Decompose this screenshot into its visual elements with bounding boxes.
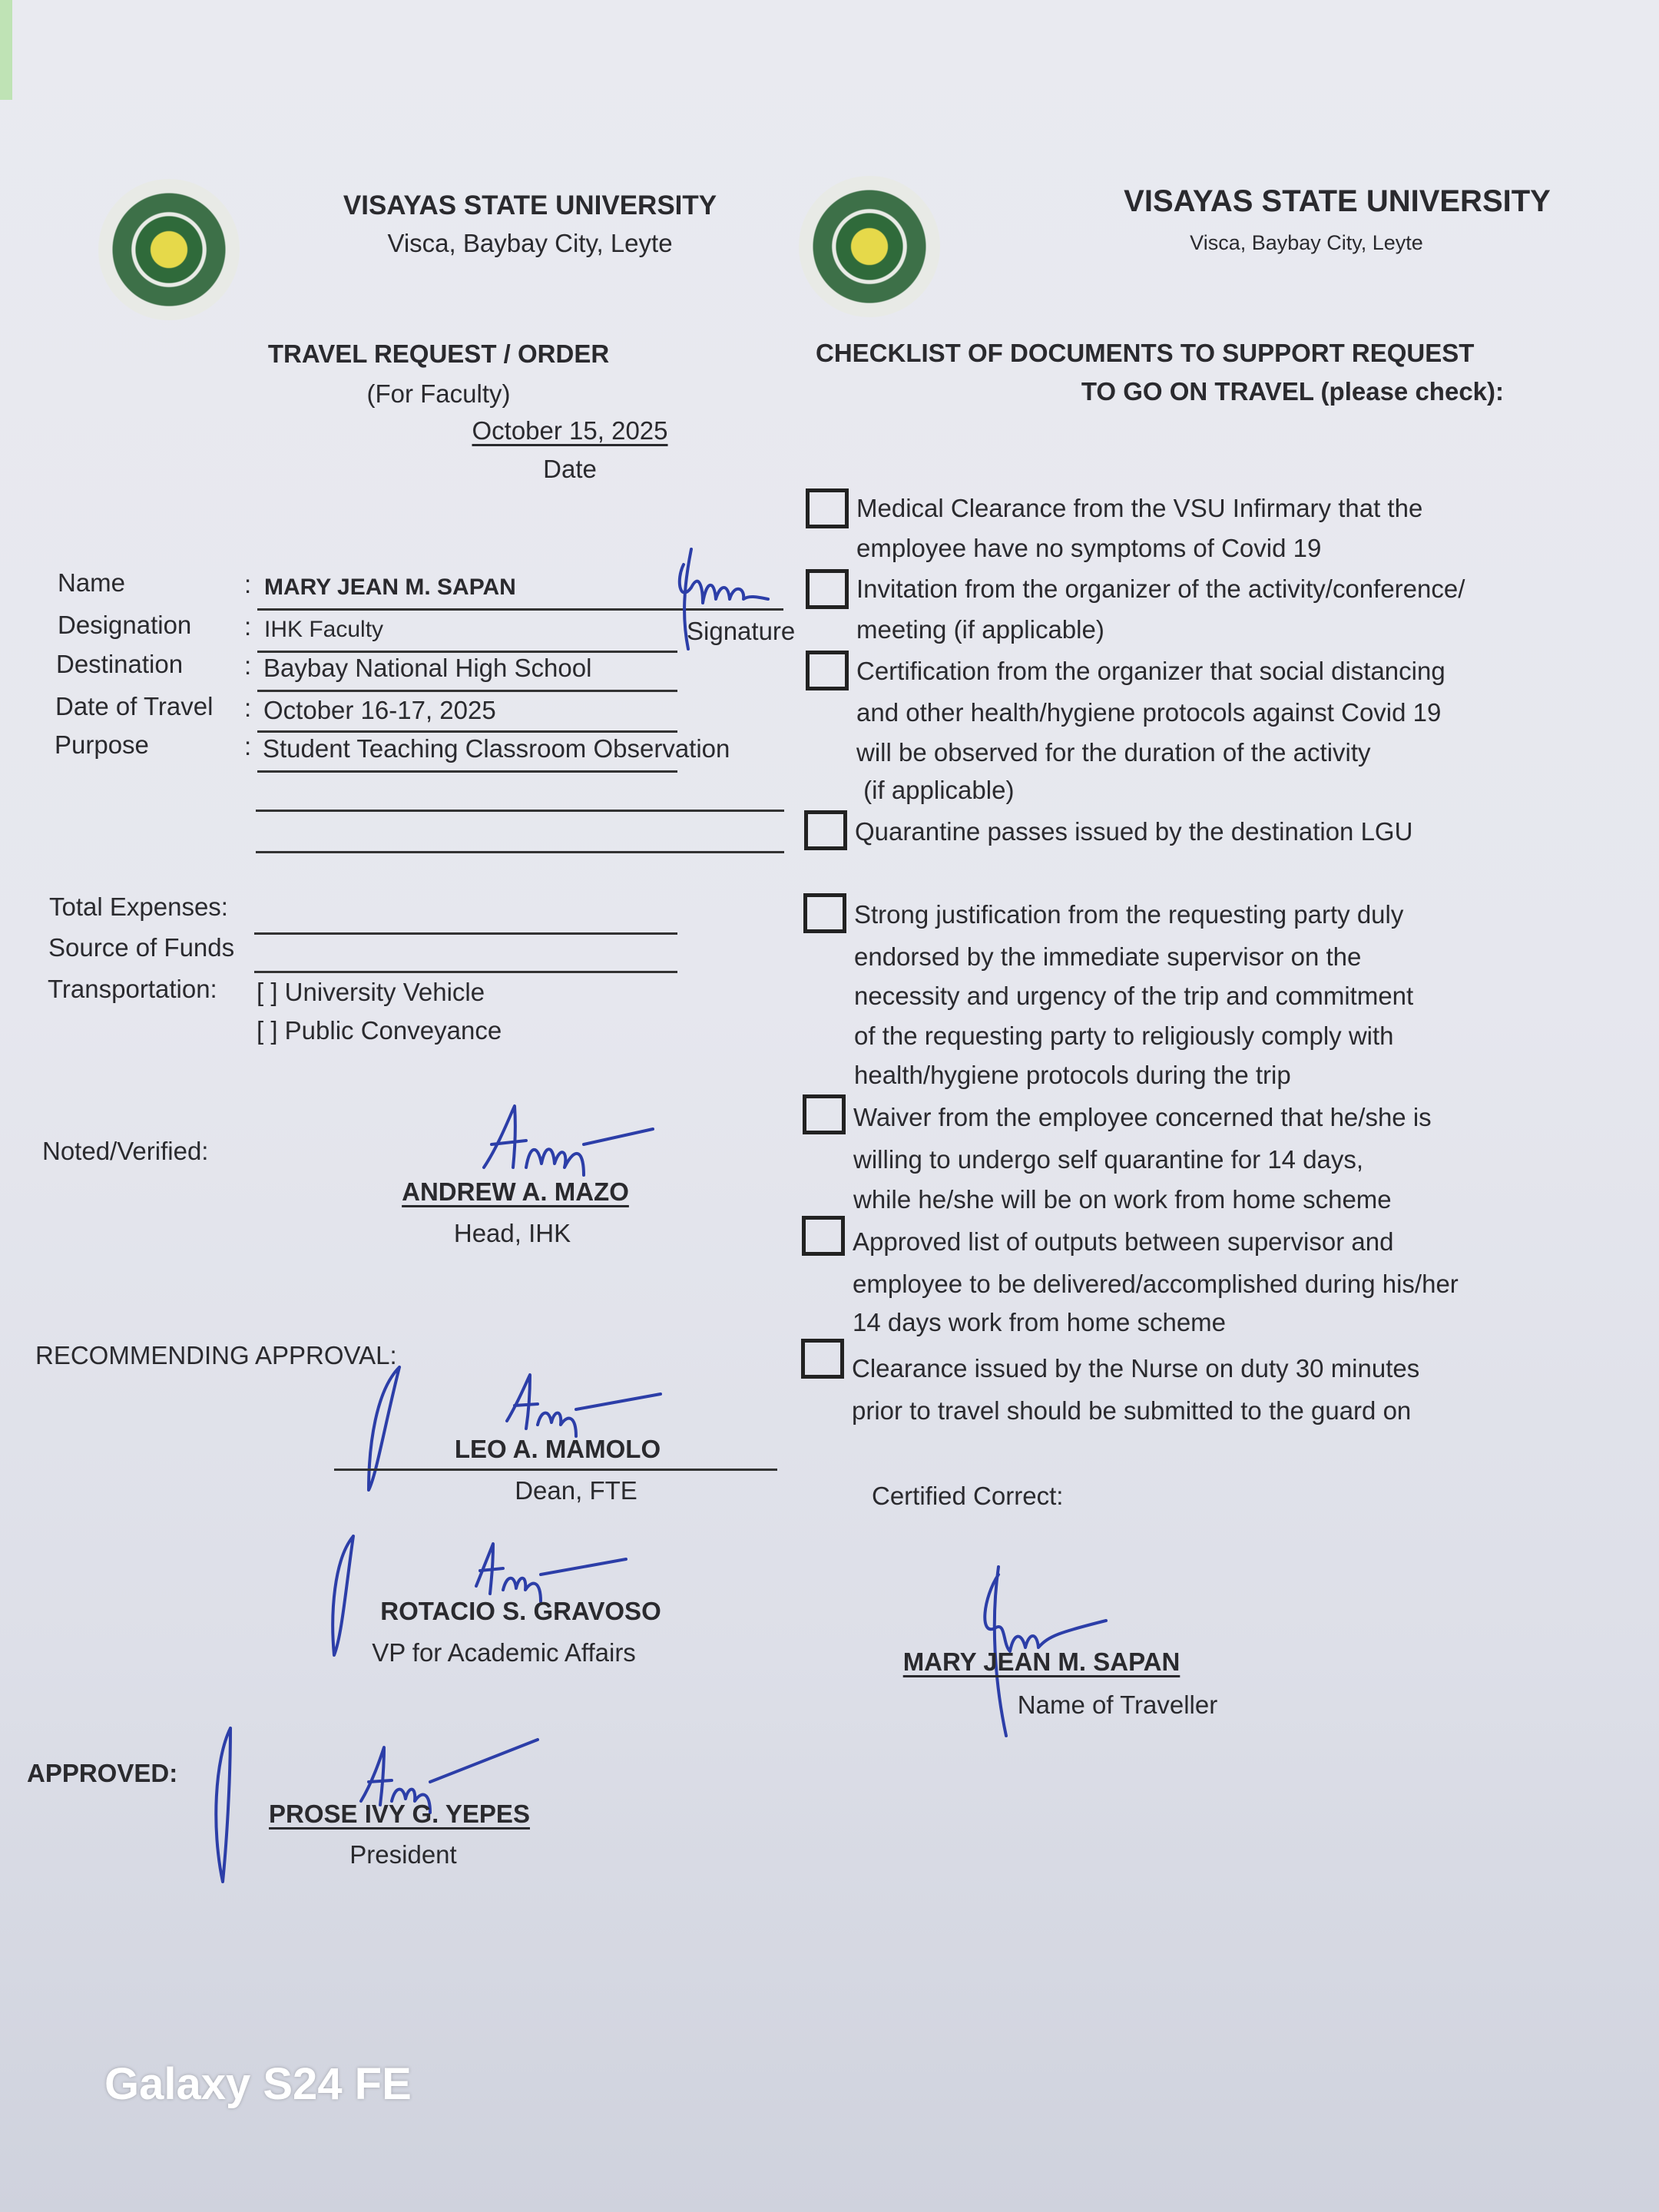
checklist-title-line2: TO GO ON TRAVEL (please check): <box>1081 377 1504 406</box>
applicant-signature <box>661 541 776 657</box>
checklist-item-text: Certification from the organizer that social distancing <box>856 657 1445 685</box>
field-underline <box>257 651 677 653</box>
field-colon: : <box>244 651 252 680</box>
traveller-name: MARY JEAN M. SAPAN <box>902 1647 1181 1676</box>
form-title: TRAVEL REQUEST / ORDER <box>267 339 610 368</box>
field-colon: : <box>244 694 252 722</box>
recommending-title-1: Dean, FTE <box>515 1476 637 1505</box>
field-value[interactable]: October 16-17, 2025 <box>263 696 496 724</box>
checklist-item-text: 14 days work from home scheme <box>853 1308 1227 1336</box>
noted-name: ANDREW A. MAZO <box>402 1177 629 1206</box>
field-colon: : <box>244 732 252 760</box>
checklist-item-text: while he/she will be on work from home scheme <box>853 1185 1392 1214</box>
checkbox[interactable] <box>802 1216 845 1256</box>
checklist-item-text: Approved list of outputs between supervisor and <box>853 1227 1394 1256</box>
checklist-title-line1: CHECKLIST OF DOCUMENTS TO SUPPORT REQUEST <box>816 339 1475 367</box>
field-value[interactable]: Baybay National High School <box>263 654 592 682</box>
right-university-address: Visca, Baybay City, Leyte <box>1190 231 1423 254</box>
checklist-item-text: Waiver from the employee concerned that he/she is <box>853 1103 1432 1131</box>
field-colon: : <box>244 570 252 598</box>
field-label: Purpose <box>55 730 149 759</box>
field-colon: : <box>244 612 252 641</box>
field-value[interactable]: Student Teaching Classroom Observation <box>263 734 730 763</box>
certified-correct-label: Certified Correct: <box>872 1482 1064 1510</box>
checklist-item-text: Quarantine passes issued by the destination LGU <box>855 817 1413 846</box>
noted-verified-label: Noted/Verified: <box>42 1137 209 1165</box>
approved-title: President <box>349 1840 457 1869</box>
checklist-item-text: Strong justification from the requesting party duly <box>854 900 1404 929</box>
camera-watermark: Galaxy S24 FE <box>104 2059 412 2109</box>
traveller-label: Name of Traveller <box>1017 1690 1218 1719</box>
recommending-name-2: ROTACIO S. GRAVOSO <box>380 1597 661 1625</box>
checklist-item-text: employee to be delivered/accomplished during his/her <box>853 1270 1459 1298</box>
checklist-item-text: and other health/hygiene protocols against Covid 19 <box>856 698 1442 727</box>
field-underline <box>257 770 677 773</box>
approved-name: PROSE IVY G. YEPES <box>269 1800 530 1828</box>
checkbox[interactable] <box>803 893 846 933</box>
left-university-name: VISAYAS STATE UNIVERSITY <box>343 190 717 220</box>
checkbox[interactable] <box>804 810 847 850</box>
background-edge <box>0 0 12 100</box>
request-date-value: October 15, 2025 <box>472 416 668 445</box>
form-subtitle: (For Faculty) <box>366 379 511 408</box>
checkbox[interactable] <box>806 488 849 528</box>
field-underline <box>257 730 677 733</box>
field-underline <box>257 690 677 692</box>
total-expenses-label: Total Expenses: <box>49 892 228 921</box>
checklist-item-text: Clearance issued by the Nurse on duty 30 minutes <box>852 1354 1420 1382</box>
transportation-label: Transportation: <box>48 975 217 1003</box>
checklist-item-text: necessity and urgency of the trip and commitment <box>854 982 1414 1010</box>
field-value[interactable]: IHK Faculty <box>264 617 384 642</box>
right-university-name: VISAYAS STATE UNIVERSITY <box>1124 184 1551 218</box>
field-label: Name <box>58 568 126 597</box>
source-of-funds-line[interactable] <box>254 971 677 973</box>
purpose-extra-line <box>256 851 784 853</box>
approved-label: APPROVED: <box>27 1759 178 1787</box>
noted-title: Head, IHK <box>453 1219 571 1247</box>
checklist-item-text: willing to undergo self quarantine for 14 days, <box>853 1145 1364 1174</box>
total-expenses-line[interactable] <box>254 932 677 935</box>
checkbox[interactable] <box>806 651 849 690</box>
transport-option-public-conveyance[interactable]: [ ] Public Conveyance <box>257 1016 502 1045</box>
field-label: Date of Travel <box>55 692 214 720</box>
university-seal-right <box>799 176 940 317</box>
recommending-approval-label: RECOMMENDING APPROVAL: <box>35 1341 397 1369</box>
checklist-item-text: endorsed by the immediate supervisor on the <box>854 942 1362 971</box>
recommending-name-1: LEO A. MAMOLO <box>454 1435 661 1463</box>
recommending-title-2: VP for Academic Affairs <box>372 1638 636 1667</box>
checklist-item-text: Medical Clearance from the VSU Infirmary that the <box>856 494 1423 522</box>
checklist-item-text: Invitation from the organizer of the activity/conference/ <box>856 575 1465 603</box>
field-label: Destination <box>56 650 184 678</box>
purpose-extra-line <box>256 810 784 812</box>
checkbox[interactable] <box>806 569 849 609</box>
field-value[interactable]: MARY JEAN M. SAPAN <box>264 575 516 600</box>
university-seal-left <box>98 179 240 320</box>
checklist-item-text: of the requesting party to religiously comply with <box>854 1022 1394 1050</box>
recommending-line <box>334 1469 777 1471</box>
checklist-item-text: meeting (if applicable) <box>856 615 1104 644</box>
checklist-item-text: employee have no symptoms of Covid 19 <box>856 534 1322 562</box>
checklist-item-text: health/hygiene protocols during the trip <box>854 1061 1291 1089</box>
checklist-item-text: will be observed for the duration of the activity <box>856 738 1371 767</box>
transport-option-university-vehicle[interactable]: [ ] University Vehicle <box>257 978 485 1006</box>
checkbox[interactable] <box>801 1339 844 1379</box>
source-of-funds-label: Source of Funds <box>48 933 235 962</box>
checkbox[interactable] <box>803 1094 846 1134</box>
field-label: Designation <box>58 611 192 639</box>
signature-label: Signature <box>687 617 796 645</box>
checklist-item-text: (if applicable) <box>856 776 1015 804</box>
request-date-label: Date <box>543 455 597 483</box>
left-university-address: Visca, Baybay City, Leyte <box>387 229 673 257</box>
checklist-item-text: prior to travel should be submitted to the guard on <box>852 1396 1412 1425</box>
